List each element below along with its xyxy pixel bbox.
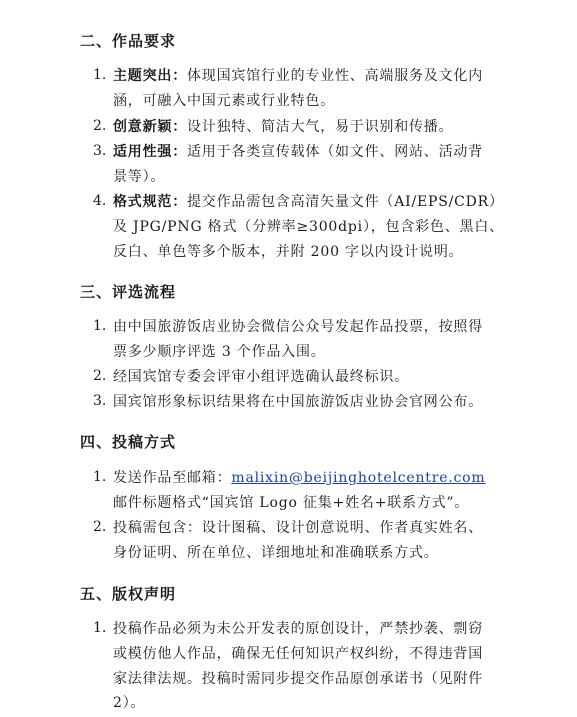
- item-text: 设计独特、简洁大气，易于识别和传播。: [187, 119, 454, 135]
- item-number: 1.: [93, 620, 107, 636]
- item-text: 景等）。: [113, 169, 166, 185]
- item-text: 邮件标题格式“国宾馆 Logo 征集+姓名+联系方式”。: [113, 495, 470, 511]
- item-number: 2.: [93, 519, 107, 535]
- item-number: 2.: [93, 368, 107, 384]
- item-text: 发送作品至邮箱：: [113, 470, 232, 486]
- list-item: [113, 143, 483, 161]
- item-number: 1.: [93, 469, 107, 485]
- item-label: 创意新颖：: [113, 119, 187, 135]
- item-label: 主题突出：: [113, 68, 187, 84]
- item-text: 适用于各类宣传载体（如文件、网站、活动背: [187, 144, 483, 160]
- list-item: [113, 67, 483, 85]
- section-heading-copyright: 五、版权声明: [80, 585, 177, 603]
- item-text: 家法律法规。投稿时需同步提交作品原创承诺书（见附件: [113, 671, 483, 687]
- list-item: [113, 193, 504, 211]
- item-text: 或模仿他人作品，确保无任何知识产权纠纷，不得违背国: [113, 646, 483, 662]
- item-text: 身份证明、所在单位、详细地址和准确联系方式。: [113, 545, 439, 561]
- item-label: 格式规范：: [113, 194, 187, 210]
- item-text: 由中国旅游饭店业协会微信公众号发起作品投票，按照得: [113, 319, 483, 335]
- item-number: 2.: [93, 118, 107, 134]
- item-text: 提交作品需包含高清矢量文件（AI/EPS/CDR）: [187, 194, 504, 210]
- item-text: 国宾馆形象标识结果将在中国旅游饭店业协会官网公布。: [113, 394, 483, 410]
- item-text: 及 JPG/PNG 格式（分辨率≥300dpi），包含彩色、黑白、: [113, 219, 504, 235]
- item-text: 2）。: [113, 695, 146, 711]
- item-text: 票多少顺序评选 3 个作品入围。: [113, 344, 326, 360]
- item-label: 适用性强：: [113, 144, 187, 160]
- item-text: 投稿作品必须为未公开发表的原创设计，严禁抄袭、剽窃: [113, 621, 483, 637]
- item-text: 涵，可融入中国元素或行业特色。: [113, 93, 335, 109]
- list-item: [113, 469, 485, 487]
- item-number: 3.: [93, 143, 107, 159]
- item-text: 反白、单色等多个版本，并附 200 字以内设计说明。: [113, 244, 464, 260]
- item-number: 1.: [93, 318, 107, 334]
- section-heading-requirements: 二、作品要求: [80, 32, 177, 50]
- section-heading-submission: 四、投稿方式: [80, 433, 177, 451]
- email-link[interactable]: malixin@beijinghotelcentre.com: [231, 470, 486, 486]
- section-heading-selection: 三、评选流程: [80, 283, 177, 301]
- item-number: 4.: [93, 193, 107, 209]
- item-number: 3.: [93, 393, 107, 409]
- item-number: 1.: [93, 67, 107, 83]
- item-text: 体现国宾馆行业的专业性、高端服务及文化内: [187, 68, 483, 84]
- item-text: 经国宾馆专委会评审小组评选确认最终标识。: [113, 369, 409, 385]
- list-item: [113, 118, 453, 136]
- item-text: 投稿需包含：设计图稿、设计创意说明、作者真实姓名、: [113, 520, 483, 536]
